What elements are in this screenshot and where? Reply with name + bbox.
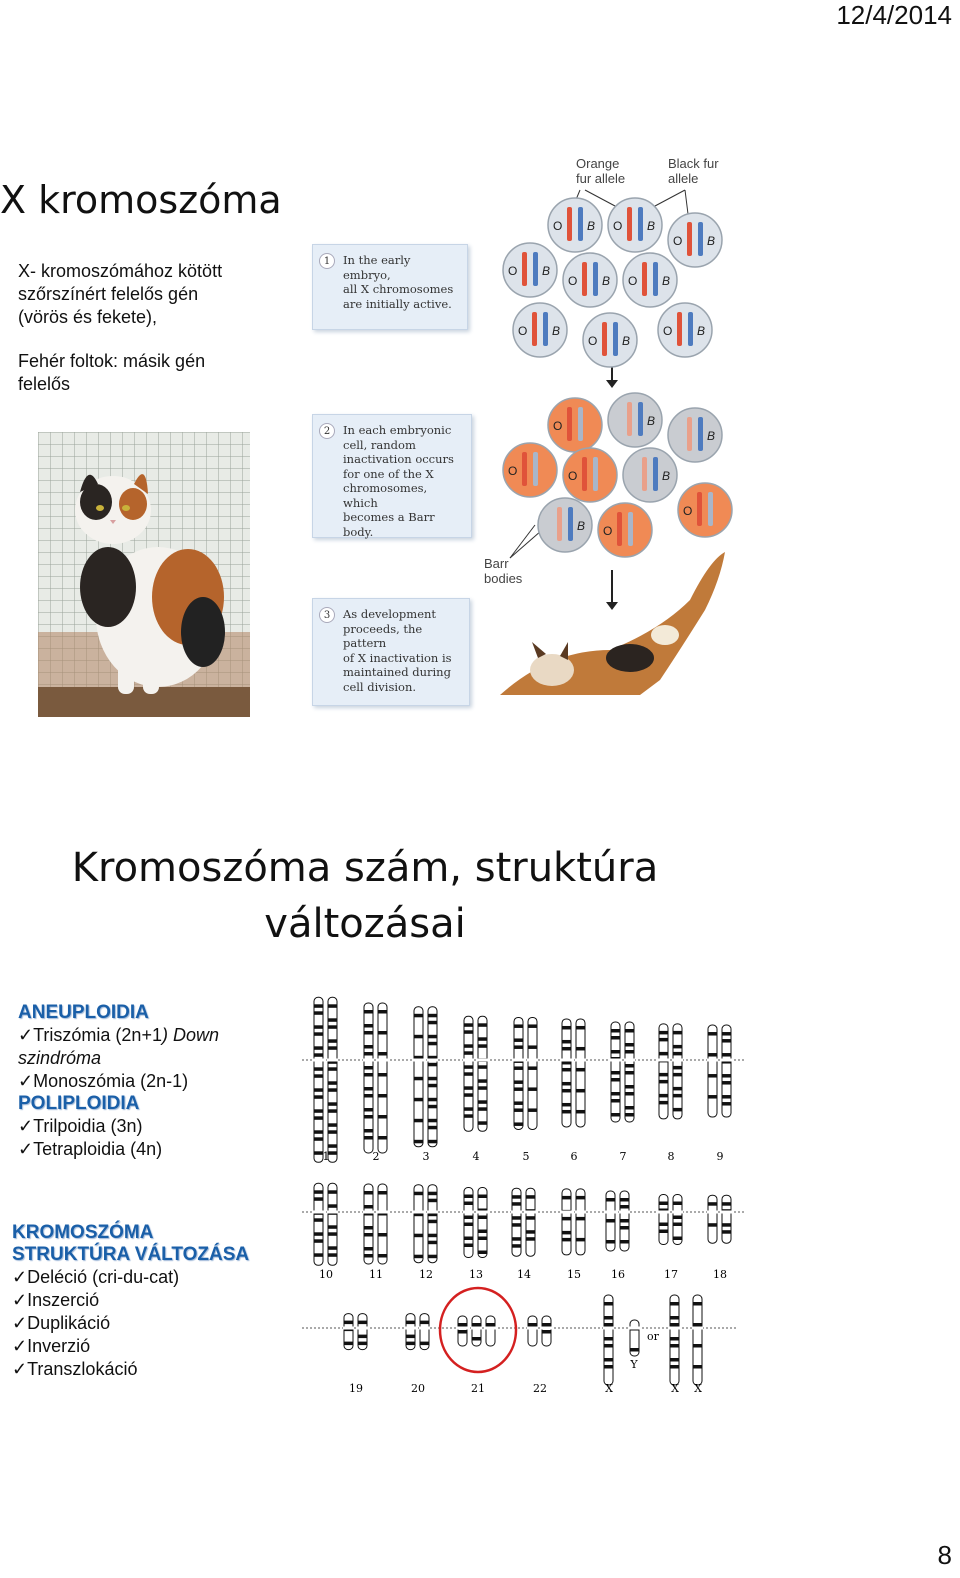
chromosome-number: 21 [471,1382,485,1395]
note-line: In the early embryo, [343,253,411,282]
chromosome-number: 6 [570,1150,578,1163]
allele-b-label: B [602,274,611,288]
number-changes-list [18,1002,298,1161]
structure-changes-list [12,1222,292,1381]
chromosome-number: 19 [349,1382,363,1395]
x-chromosome [669,1295,680,1385]
item-text: Inverzió [27,1336,91,1356]
chromosome-number: 9 [716,1150,724,1163]
black-chromosome [638,207,643,241]
chromosome [343,1314,354,1350]
title-line: Kromoszóma szám, struktúra [71,845,659,891]
chromosome-number: 5 [522,1150,530,1163]
chromosome-number: 18 [713,1268,727,1281]
note-line: proceeds, the pattern [343,621,423,650]
allele-b-label: B [647,219,656,233]
chromosome [463,1016,474,1131]
allele-b-label: B [662,469,671,483]
black-chromosome [698,222,703,256]
chromosome [363,1184,374,1264]
cell-icon [623,448,677,502]
black-chromosome [593,262,598,296]
chromosome [327,997,338,1162]
note-line: all X chromosomes [343,282,454,296]
label-line: allele [668,171,699,186]
black-chromosome [593,457,598,491]
allele-b-label: B [577,519,586,533]
struct-item: ✓Deléció (cri-du-cat) [12,1267,180,1287]
orange-chromosome [697,492,702,526]
chromosome [477,1016,488,1131]
allele-o-label: O [568,469,578,483]
chromosome-number: 13 [469,1268,483,1281]
orange-chromosome [642,457,647,491]
aneuploidia-heading: ANEUPLOIDIA [18,1002,149,1023]
calico-cat-photo [38,432,250,717]
sex-chromosome-label: X [671,1382,679,1395]
cell-icon [608,393,662,447]
karyotype-diagram [298,980,748,1400]
page-number: 8 [937,1540,952,1570]
slide2-title [70,840,660,952]
orange-chromosome [602,322,607,356]
chromosome [427,1185,438,1263]
chromosome [363,1003,374,1153]
black-chromosome [533,452,538,486]
chromosome-number: 7 [619,1150,627,1163]
chromosome [413,1185,424,1263]
orange-chromosome [627,402,632,436]
slide1-title: X kromoszóma [0,178,282,222]
chromosome-number: 16 [611,1268,625,1281]
allele-b-label: B [647,414,656,428]
allele-b-label: B [707,234,716,248]
cell-icon [668,408,722,462]
chromosome [413,1007,424,1147]
black-chromosome [578,207,583,241]
cell-icon [623,253,677,307]
cell-icon [503,443,557,497]
chromosome-number: 22 [533,1382,547,1395]
cell-icon [563,253,617,307]
black-chromosome [533,252,538,286]
chromosome [605,1191,616,1251]
chromosome-number: 10 [319,1268,333,1281]
structure-heading-line1: KROMOSZÓMA [12,1222,154,1243]
arrowhead-icon [606,602,618,610]
orange-chromosome [522,252,527,286]
chromosome [457,1316,468,1346]
cell-icon [668,213,722,267]
chromosome [477,1188,488,1258]
chromosome [377,1003,388,1153]
black-chromosome [708,492,713,526]
chromosome [527,1017,538,1129]
black-chromosome [568,507,573,541]
chromosome-number: 17 [664,1268,678,1281]
note-line: of X inactivation is [343,650,452,665]
chromosome [672,1195,683,1245]
chromosome [575,1189,586,1255]
chromosome [419,1314,430,1350]
chromosome [707,1025,718,1117]
chromosome-number: 4 [472,1150,480,1163]
chromosome-number: 20 [411,1382,425,1395]
note-line: chromosomes, which [343,481,428,510]
note-line: for one of the X [343,466,434,481]
note-line: cell division. [343,679,417,694]
black-chromosome [688,312,693,346]
chromosome [485,1316,496,1346]
y-chromosome [629,1320,640,1356]
trisomy-item: ✓Triszómia (2n+1) Down [18,1025,219,1045]
chromosome-number: 15 [567,1268,581,1281]
item-text: Monoszómia (2n-1) [33,1071,189,1091]
trisomy-item-cont [18,1047,298,1070]
note-line: As development [343,607,437,621]
slide1-text-gene [18,260,278,329]
cell-icon [598,503,652,557]
structure-heading-line2: STRUKTÚRA VÁLTOZÁSA [12,1244,250,1265]
sex-chromosome-label: X [605,1382,613,1395]
orange-chromosome [532,312,537,346]
item-text: Triszómia (2n+1 [33,1025,162,1045]
chromosome [619,1191,630,1251]
cell-icon [583,313,637,367]
sex-chromosome-label: or [647,1330,659,1343]
orange-chromosome [677,312,682,346]
orange-chromosome [687,417,692,451]
monosomy-item: ✓Monoszómia (2n-1) [18,1071,189,1091]
cell-icon [513,303,567,357]
allele-b-label: B [662,274,671,288]
cell-icon [548,198,602,252]
chromosome [658,1024,669,1119]
cell-icon [503,243,557,297]
label-line: Orange [576,156,620,171]
chromosome [427,1007,438,1147]
cell-icon [563,448,617,502]
item-text: Trilpoidia (3n) [33,1116,143,1136]
chromosome [527,1316,538,1346]
cell-icon [608,198,662,252]
allele-o-label: O [508,264,518,278]
black-chromosome [653,457,658,491]
orange-chromosome [617,512,622,546]
chromosome [672,1024,683,1119]
slide1-text-white [18,350,278,396]
note-line: inactivation occurs [343,452,454,466]
chromosome-number: 14 [517,1268,531,1281]
chromosome [707,1195,718,1243]
item-text-italic: ) Down [161,1025,219,1045]
allele-o-label: O [518,324,528,338]
allele-o-label: O [588,334,598,348]
sex-chromosome-label: X [694,1382,702,1395]
item-text: Deléció (cri-du-cat) [27,1267,180,1287]
note-line: are initially active. [343,296,452,311]
item-text: Transzlokáció [27,1359,138,1379]
date-stamp: 12/4/2014 [836,0,952,30]
allele-b-label: B [707,429,716,443]
allele-o-label: O [508,464,518,478]
chromosome [313,997,324,1162]
chromosome [525,1188,536,1256]
chromosome [471,1316,482,1346]
chromosome [561,1189,572,1255]
x-chromosome [692,1295,703,1385]
note-line: cell, random [343,437,416,452]
label-line: Barr [484,556,509,571]
note-line: maintained during [343,665,451,679]
orange-chromosome [687,222,692,256]
orange-chromosome [522,452,527,486]
x-inactivation-diagram [490,180,740,700]
chromosome [658,1195,669,1245]
orange-chromosome [567,207,572,241]
struct-item: ✓Inverzió [12,1336,91,1356]
text-line: felelős [18,374,71,394]
black-chromosome [638,402,643,436]
allele-b-label: B [697,324,706,338]
orange-chromosome [582,457,587,491]
tetraploid-item: ✓Tetraploidia (4n) [18,1139,163,1159]
text-line: szőrszínért felelős gén [18,284,199,304]
chromosome [463,1188,474,1258]
step-number: 1 [319,253,335,269]
allele-b-label: B [587,219,596,233]
arrowhead-icon [606,380,618,388]
allele-o-label: O [683,504,693,518]
black-chromosome [613,322,618,356]
text-line: Fehér foltok: másik gén [18,351,206,371]
orange-chromosome [627,207,632,241]
allele-o-label: O [613,219,623,233]
chromosome-number: 1 [322,1150,330,1163]
label-line: bodies [484,571,523,586]
chromosome-number: 11 [369,1268,383,1281]
x-chromosome [603,1295,614,1385]
allele-o-label: O [553,219,563,233]
orange-chromosome [567,407,572,441]
allele-o-label: O [628,274,638,288]
struct-item: ✓Inszerció [12,1290,100,1310]
step-number: 3 [319,607,335,623]
cell-icon [538,498,592,552]
cell-icon [548,398,602,452]
chromosome [541,1316,552,1346]
orange-chromosome [582,262,587,296]
struct-item: ✓Duplikáció [12,1313,111,1333]
poliploidia-heading: POLIPLOIDIA [18,1093,140,1114]
allele-o-label: O [568,274,578,288]
allele-b-label: B [622,334,631,348]
allele-o-label: O [603,524,613,538]
label-line: Black fur [668,156,719,171]
chromosome [357,1314,368,1350]
chromosome [624,1022,635,1122]
sex-chromosome-label: Y [630,1358,638,1371]
chromosome-number: 2 [372,1150,380,1163]
allele-o-label: O [663,324,673,338]
text-line: X- kromoszómához kötött [18,261,223,281]
chromosome-number: 8 [667,1150,675,1163]
orange-chromosome [642,262,647,296]
chromosome [327,1183,338,1265]
chromosome [313,1183,324,1265]
triploid-item: ✓Trilpoidia (3n) [18,1116,143,1136]
title-line: változásai [264,901,466,947]
item-text: Inszerció [27,1290,100,1310]
step2-note [312,414,472,538]
black-chromosome [653,262,658,296]
chromosome [721,1025,732,1117]
black-chromosome [543,312,548,346]
allele-o-label: O [673,234,683,248]
item-text: Tetraploidia (4n) [33,1139,163,1159]
chromosome [513,1017,524,1129]
text-line: (vörös és fekete), [18,307,158,327]
black-chromosome [628,512,633,546]
note-line: becomes a Barr body. [343,510,435,539]
chromosome [511,1188,522,1256]
pointer-line [510,525,535,558]
allele-b-label: B [542,264,551,278]
label-line: fur allele [576,171,626,186]
black-chromosome [578,407,583,441]
cell-icon [658,303,712,357]
step1-note [312,244,468,330]
chromosome-number: 3 [422,1150,430,1163]
item-text-italic: szindróma [18,1048,102,1068]
chromosome [377,1184,388,1264]
step-number: 2 [319,423,335,439]
chromosome [721,1195,732,1243]
black-chromosome [698,417,703,451]
chromosome [405,1314,416,1350]
item-text: Duplikáció [27,1313,111,1333]
orange-chromosome [557,507,562,541]
chromosome [561,1019,572,1127]
chromosome [610,1022,621,1122]
chromosome [575,1019,586,1127]
step3-note [312,598,470,706]
struct-item: ✓Transzlokáció [12,1359,138,1379]
chromosome-number: 12 [419,1268,433,1281]
note-line: In each embryonic [343,423,452,437]
allele-b-label: B [552,324,561,338]
cell-icon [678,483,732,537]
allele-o-label: O [553,419,563,433]
